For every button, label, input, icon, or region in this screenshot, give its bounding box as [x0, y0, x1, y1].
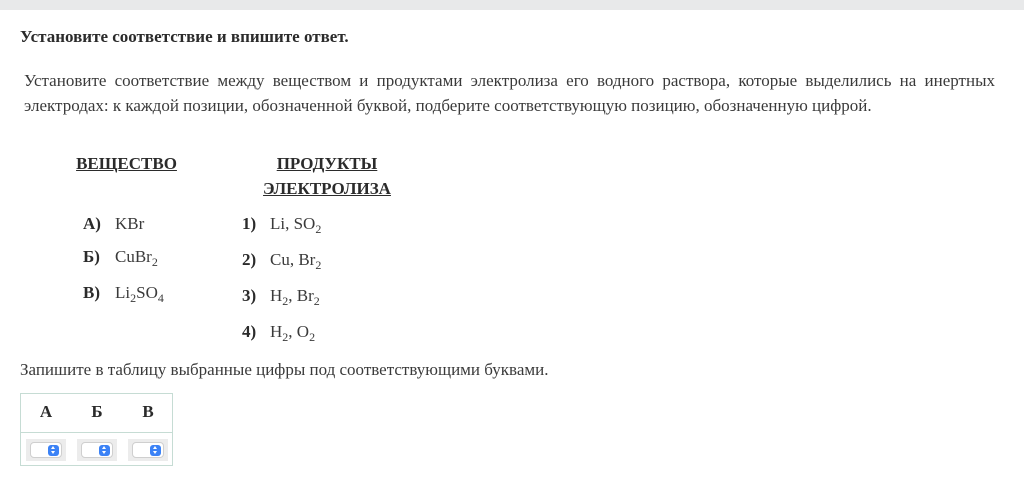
formula-subscript: 2 — [282, 330, 289, 344]
task-heading: Установите соответствие и впишите ответ. — [20, 27, 349, 46]
answer-select-row — [21, 432, 172, 467]
answer-header-v: В — [142, 402, 154, 421]
answer-instruction: Запишите в таблицу выбранные цифры под соответствующими буквами. — [20, 360, 549, 379]
answer-select-v[interactable] — [132, 442, 164, 458]
formula-subscript: 2 — [315, 258, 322, 272]
item-letter: Б) — [83, 247, 100, 266]
substance-column-title: ВЕЩЕСТВО — [76, 154, 177, 173]
answer-select-b[interactable] — [81, 442, 113, 458]
item-letter: В) — [83, 283, 100, 302]
item-number: 4) — [242, 322, 257, 341]
formula-text: KBr — [115, 214, 145, 233]
products-title-line2: ЭЛЕКТРОЛИЗА — [263, 179, 391, 198]
item-number: 3) — [242, 286, 257, 305]
formula-subscript: 4 — [157, 291, 164, 305]
formula-text: H — [270, 322, 283, 341]
formula-text: , O — [288, 322, 310, 341]
formula-text: CuBr — [115, 247, 152, 266]
product-item-2 — [242, 250, 321, 270]
formula-subscript: 2 — [130, 291, 137, 305]
answer-header-b: Б — [91, 402, 103, 421]
product-item-1 — [242, 214, 321, 234]
answer-header-a: А — [39, 402, 53, 421]
answer-cell-b — [77, 439, 117, 461]
products-column-title — [240, 151, 414, 201]
product-item-4 — [242, 322, 315, 342]
formula-subscript: 2 — [151, 255, 158, 269]
products-title-line1: ПРОДУКТЫ — [276, 154, 378, 173]
top-bar — [0, 0, 1024, 10]
formula-text: SO — [136, 283, 158, 302]
task-text: Установите соответствие между веществом и продуктами электролиза его водного раствора, которые выделились на инертных электродах: к каждой позиции, обозначенной буквой, подберите соответствующую позицию, обозначенную цифрой. — [24, 71, 995, 115]
item-letter: А) — [83, 214, 101, 233]
select-arrows-icon[interactable] — [150, 445, 161, 456]
formula-text: Cu, Br — [270, 250, 316, 269]
formula-subscript: 2 — [309, 330, 316, 344]
item-number: 1) — [242, 214, 257, 233]
answer-cell-v — [128, 439, 168, 461]
formula-subscript: 2 — [313, 294, 320, 308]
substance-item-b — [83, 247, 158, 267]
formula-text: , Br — [288, 286, 314, 305]
select-arrows-icon[interactable] — [99, 445, 110, 456]
substance-item-v — [83, 283, 164, 303]
formula-subscript: 2 — [315, 222, 322, 236]
answer-cell-a — [26, 439, 66, 461]
select-arrows-icon[interactable] — [48, 445, 59, 456]
substance-item-a — [83, 214, 144, 234]
formula-text: Li — [115, 283, 131, 302]
answer-table — [20, 393, 173, 466]
product-item-3 — [242, 286, 320, 306]
formula-text: Li, SO — [270, 214, 316, 233]
answer-select-a[interactable] — [30, 442, 62, 458]
formula-subscript: 2 — [282, 294, 289, 308]
item-number: 2) — [242, 250, 257, 269]
formula-text: H — [270, 286, 283, 305]
